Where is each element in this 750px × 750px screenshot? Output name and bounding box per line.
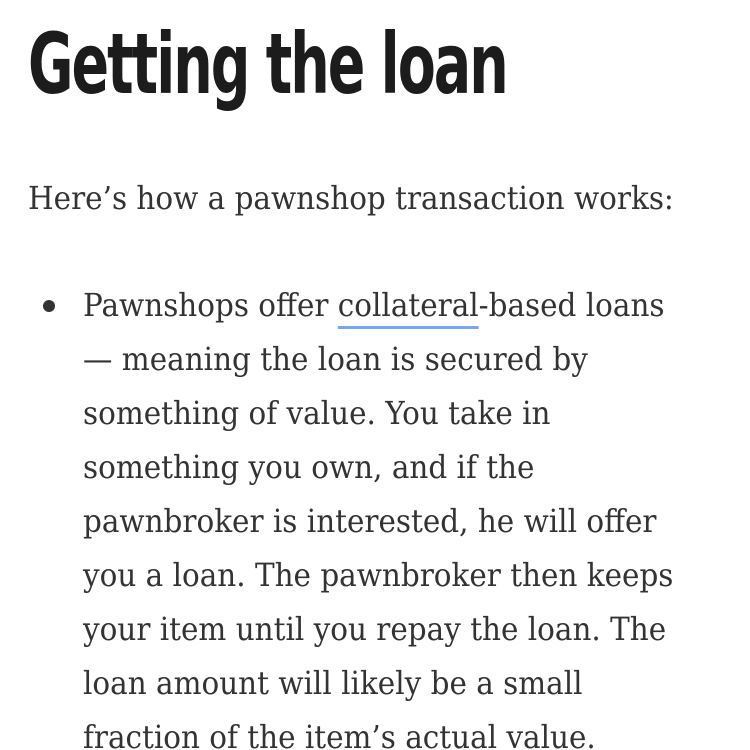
- bullet-dot-icon: [43, 300, 55, 312]
- list-item-text: [83, 278, 727, 750]
- bullet-line-4: something you own, and if the: [83, 448, 535, 486]
- bullet-line-9: fraction of the item’s actual value.: [83, 718, 596, 750]
- bullet-line-7: your item until you repay the loan. The: [83, 610, 667, 648]
- bullet-line-3: something of value. You take in: [83, 394, 551, 432]
- line1-after-text: -based loans: [478, 286, 665, 324]
- bullet-line-2: — meaning the loan is secured by: [83, 340, 588, 378]
- bullet-line-5: pawnbroker is interested, he will offer: [83, 502, 657, 540]
- bullet-line-8: loan amount will likely be a small: [83, 664, 583, 702]
- line1-before-text: Pawnshops offer: [83, 286, 338, 324]
- intro-paragraph: Here’s how a pawnshop transaction works:: [28, 179, 674, 217]
- section-heading: Getting the loan: [28, 15, 507, 113]
- bullet-line-1: [83, 278, 727, 332]
- collateral-link[interactable]: collateral: [338, 286, 479, 329]
- bullet-line-6: you a loan. The pawnbroker then keeps: [83, 556, 674, 594]
